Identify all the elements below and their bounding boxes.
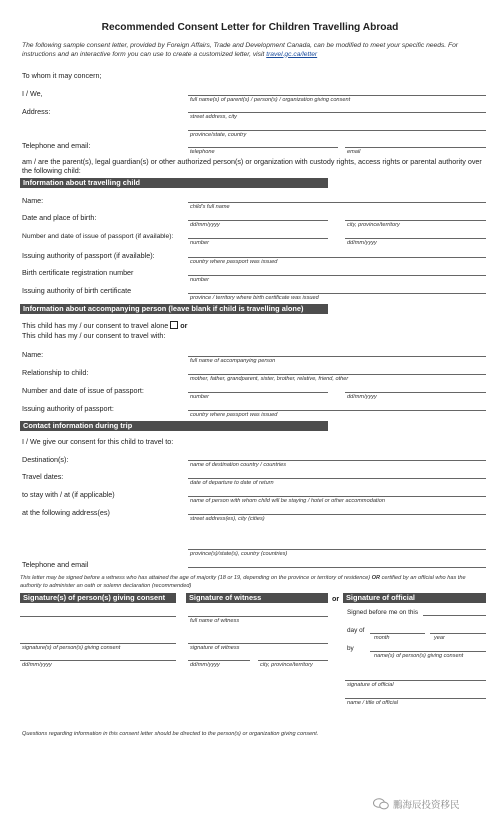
label-child-passport-issuing: Issuing authority of passport (if available):: [22, 251, 155, 260]
intro-link[interactable]: travel.gc.ca/letter: [266, 50, 318, 58]
line-witness-date[interactable]: [188, 660, 250, 661]
witness-note-text-1: This letter may be signed before a witness who has attained the age of majority (18 or 19, depending on the province or territory of residence): [20, 575, 372, 581]
line-year[interactable]: [430, 633, 486, 634]
line-province[interactable]: [188, 130, 486, 131]
line-stay-with[interactable]: [188, 496, 486, 497]
label-accompanying-name: Name:: [22, 350, 44, 359]
label-travel-dates: Travel dates:: [22, 472, 64, 481]
consent-alone-row: [22, 321, 187, 330]
line-birth-issuing[interactable]: [188, 293, 486, 294]
section-header-trip: Contact information during trip: [20, 421, 328, 431]
caption-accompanying-issuing: country where passport was issued: [190, 412, 278, 418]
label-child-passport: Number and date of issue of passport (if available):: [22, 233, 174, 240]
line-accompanying-issuing[interactable]: [188, 410, 486, 411]
line-month[interactable]: [370, 633, 425, 634]
document-title: Recommended Consent Letter for Children Travelling Abroad: [101, 22, 399, 33]
line-parent-name[interactable]: [188, 95, 486, 96]
line-official-signature[interactable]: [345, 680, 486, 681]
label-birth-certificate: Birth certificate registration number: [22, 268, 134, 277]
line-email[interactable]: [345, 147, 486, 148]
line-street[interactable]: [188, 112, 486, 113]
parent-statement: am / are the parent(s), legal guardian(s) or other authorized person(s) or organization with custody rights, access rights or parental authority over the following child:: [22, 157, 482, 175]
caption-addresses: street address(es), city (cities): [190, 516, 265, 522]
caption-destinations: name of destination country / countries: [190, 462, 287, 468]
line-signed-day[interactable]: [423, 615, 486, 616]
intro-text: The following sample consent letter, provided by Foreign Affairs, Trade and Development Canada, can be modified to meet your specific needs. For instructions and an interactive form you can use to create a customized letter, visit: [22, 42, 459, 58]
line-destinations[interactable]: [188, 460, 486, 461]
witness-note: [20, 575, 486, 590]
greeting: To whom it may concern;: [22, 71, 102, 80]
line-travel-dates[interactable]: [188, 478, 486, 479]
caption-stay-with: name of person with whom child will be staying / hotel or other accommodation: [190, 498, 385, 504]
caption-province: province/state, country: [190, 132, 247, 138]
line-birth-certificate[interactable]: [188, 275, 486, 276]
travel-alone-checkbox[interactable]: [170, 321, 178, 329]
header-official-signature: Signature of official: [343, 593, 486, 603]
caption-birth-certificate: number: [190, 277, 209, 283]
caption-official-name: name / title of official: [347, 700, 398, 706]
label-by: by: [347, 645, 354, 652]
caption-witness-date: dd/mm/yyyy: [190, 662, 220, 668]
caption-child-name: child's full name: [190, 204, 230, 210]
label-child-name: Name:: [22, 196, 44, 205]
line-child-passport-issuing[interactable]: [188, 257, 486, 258]
line-persons-date[interactable]: [20, 660, 176, 661]
section-header-accompanying: Information about accompanying person (leave blank if child is travelling alone): [20, 304, 328, 314]
caption-birth-issuing: province / territory where birth certificate was issued: [190, 295, 319, 301]
line-child-passport-number[interactable]: [188, 238, 328, 239]
label-birth-issuing: Issuing authority of birth certificate: [22, 286, 132, 295]
label-address: Address:: [22, 107, 51, 116]
caption-month: month: [374, 635, 390, 641]
label-signed-before: Signed before me on this: [347, 609, 419, 616]
wechat-icon: [373, 798, 389, 810]
caption-witness-signature: signature of witness: [190, 645, 240, 651]
label-i-we: I / We,: [22, 89, 43, 98]
line-witness-city[interactable]: [258, 660, 328, 661]
caption-year: year: [434, 635, 445, 641]
caption-official-consent-names: name(s) of person(s) giving consent: [374, 653, 464, 659]
witness-note-or: OR: [371, 575, 381, 581]
caption-child-passport-issuing: country where passport was issued: [190, 259, 278, 265]
caption-child-passport-date: dd/mm/yyyy: [347, 240, 377, 246]
watermark-text: 鵬海辰投资移民: [393, 800, 460, 811]
caption-dob: dd/mm/yyyy: [190, 222, 220, 228]
line-persons-sig-2[interactable]: [20, 643, 176, 644]
label-destinations: Destination(s):: [22, 455, 69, 464]
caption-accompanying-passport-date: dd/mm/yyyy: [347, 394, 377, 400]
line-dob[interactable]: [188, 220, 328, 221]
line-addresses[interactable]: [188, 514, 486, 515]
caption-trip-province: province(s)/state(s), country (countries): [190, 551, 288, 557]
label-accompanying-passport: Number and date of issue of passport:: [22, 386, 144, 395]
caption-official-signature: signature of official: [347, 682, 394, 688]
label-trip-telephone-email: Telephone and email: [22, 560, 89, 569]
caption-travel-dates: date of departure to date of return: [190, 480, 274, 486]
caption-street: street address, city: [190, 114, 237, 120]
line-trip-telephone-email[interactable]: [188, 567, 486, 568]
label-day-of: day of: [347, 627, 365, 634]
consent-with-text: This child has my / our consent to travel with:: [22, 331, 166, 340]
label-addresses: at the following address(es): [22, 508, 110, 517]
header-persons-signature: Signature(s) of person(s) giving consent: [20, 593, 176, 603]
witness-note-text-2: certified by an official who has the authority to administer an oath or solemn declaration (recommended): [20, 575, 466, 589]
line-telephone[interactable]: [188, 147, 338, 148]
section-header-child: Information about travelling child: [20, 178, 328, 188]
caption-accompanying-passport-number: number: [190, 394, 209, 400]
caption-witness-city: city, province/territory: [260, 662, 313, 668]
label-stay-with: to stay with / at (if applicable): [22, 490, 115, 499]
label-relationship: Relationship to child:: [22, 368, 89, 377]
intro-paragraph: [22, 42, 480, 59]
line-accompanying-passport-number[interactable]: [188, 392, 328, 393]
line-accompanying-name[interactable]: [188, 356, 486, 357]
consent-alone-text: This child has my / our consent to travel alone: [22, 321, 169, 330]
caption-persons-date: dd/mm/yyyy: [22, 662, 52, 668]
line-official-name[interactable]: [345, 698, 486, 699]
line-official-consent-names[interactable]: [370, 651, 486, 652]
line-relationship[interactable]: [188, 374, 486, 375]
line-child-passport-date[interactable]: [345, 238, 486, 239]
line-witness-signature[interactable]: [188, 643, 328, 644]
caption-parent-name: full name(s) of parent(s) / person(s) / organization giving consent: [190, 97, 351, 103]
caption-telephone: telephone: [190, 149, 215, 155]
line-child-name[interactable]: [188, 202, 486, 203]
caption-persons-signature: signature(s) of person(s) giving consent: [22, 645, 121, 651]
line-birth-city[interactable]: [345, 220, 486, 221]
caption-witness-name: full name of witness: [190, 618, 240, 624]
caption-relationship: mother, father, grandparent, sister, brother, relative, friend, other: [190, 376, 349, 382]
caption-birth-city: city, province/territory: [347, 222, 400, 228]
label-telephone-email: Telephone and email:: [22, 141, 91, 150]
line-trip-province[interactable]: [188, 549, 486, 550]
line-witness-name[interactable]: [188, 616, 328, 617]
caption-email: email: [347, 149, 361, 155]
or-text: or: [180, 321, 188, 330]
line-persons-sig-1[interactable]: [20, 616, 176, 617]
label-dob: Date and place of birth:: [22, 213, 97, 222]
label-accompanying-issuing: Issuing authority of passport:: [22, 404, 114, 413]
caption-accompanying-name: full name of accompanying person: [190, 358, 276, 364]
caption-child-passport-number: number: [190, 240, 209, 246]
signature-or: or: [332, 594, 340, 603]
watermark: [373, 796, 481, 812]
trip-consent-text: I / We give our consent for this child to travel to:: [22, 437, 174, 446]
line-accompanying-passport-date[interactable]: [345, 392, 486, 393]
header-witness-signature: Signature of witness: [186, 593, 328, 603]
footer-note: Questions regarding information in this consent letter should be directed to the person(s) or organization giving consent.: [22, 731, 319, 737]
